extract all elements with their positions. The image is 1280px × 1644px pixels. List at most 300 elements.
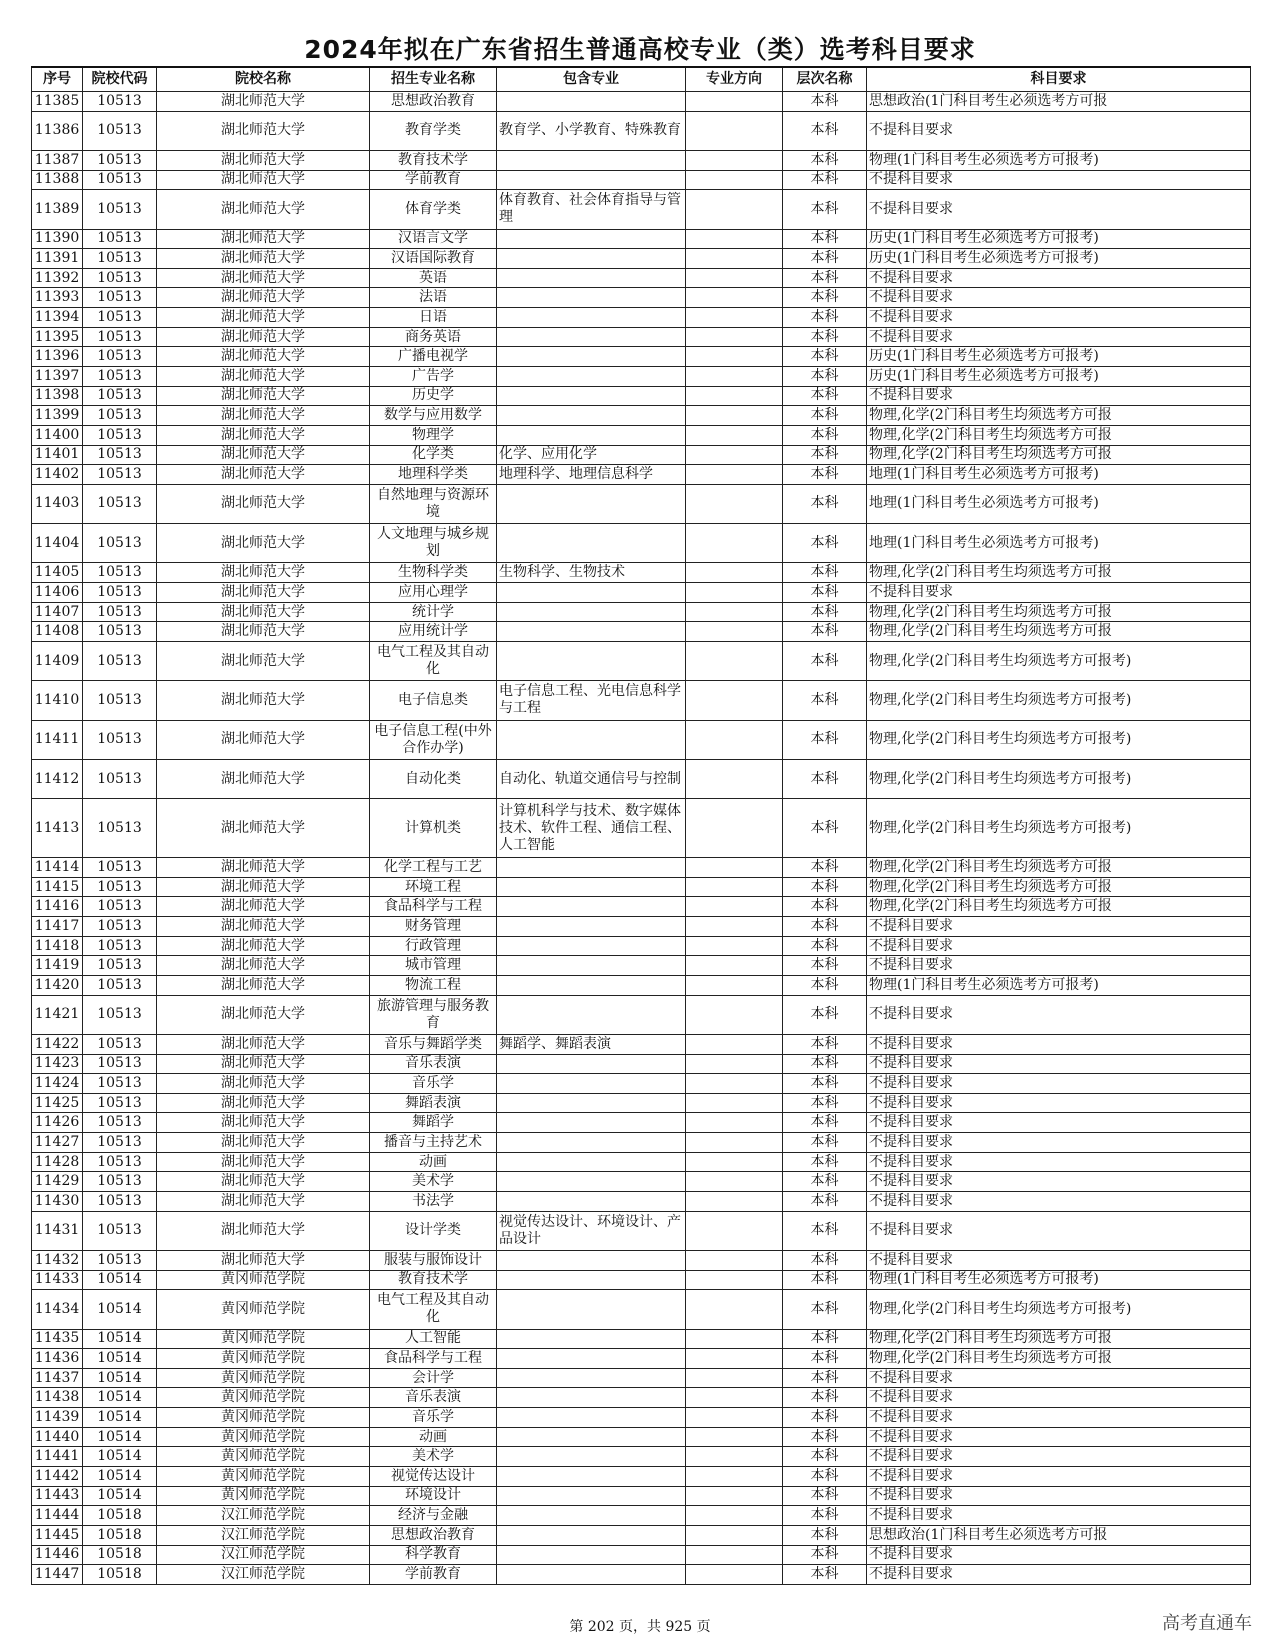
table-cell: 湖北师范大学 [157,1133,370,1153]
table-cell: 会计学 [370,1368,497,1388]
table-row [32,956,1251,976]
table-cell [497,1368,686,1388]
table-cell: 地理科学类 [370,465,497,485]
table-cell: 11432 [32,1250,83,1270]
table-row [32,1486,1251,1506]
table-row [32,1192,1251,1212]
table-cell: 本科 [783,1486,867,1506]
table-cell: 11387 [32,150,83,170]
table-cell: 湖北师范大学 [157,602,370,622]
table-cell: 湖北师范大学 [157,759,370,798]
table-row [32,1093,1251,1113]
table-cell: 化学、应用化学 [497,445,686,465]
table-cell: 11388 [32,170,83,190]
table-cell: 人工智能 [370,1329,497,1349]
table-cell: 不提科目要求 [867,1133,1251,1153]
header-cell: 院校名称 [157,67,370,92]
table-cell: 不提科目要求 [867,956,1251,976]
table-cell [497,1447,686,1467]
table-cell: 历史(1门科目考生必须选考方可报考) [867,229,1251,249]
table-cell: 湖北师范大学 [157,1074,370,1094]
table-cell: 本科 [783,1093,867,1113]
table-cell [686,190,783,229]
table-cell: 本科 [783,1074,867,1094]
table-cell: 10518 [83,1506,157,1526]
table-cell [497,602,686,622]
table-cell [497,425,686,445]
table-cell [497,936,686,956]
table-cell: 11436 [32,1349,83,1369]
table-cell: 黄冈师范学院 [157,1368,370,1388]
table-cell: 10513 [83,249,157,269]
table-cell [686,917,783,937]
table-cell: 10513 [83,1093,157,1113]
table-cell [497,877,686,897]
table-cell: 湖北师范大学 [157,1054,370,1074]
table-row [32,936,1251,956]
table-cell: 11446 [32,1545,83,1565]
table-cell: 11424 [32,1074,83,1094]
table-cell [686,1172,783,1192]
table-cell: 物理,化学(2门科目考生均须选考方可报 [867,563,1251,583]
table-cell: 10513 [83,1113,157,1133]
table-cell: 教育技术学 [370,150,497,170]
table-cell: 10514 [83,1408,157,1428]
table-cell [686,936,783,956]
table-cell [497,1525,686,1545]
table-cell: 11438 [32,1388,83,1408]
header-cell: 层次名称 [783,67,867,92]
table-cell: 11411 [32,720,83,759]
table-cell: 10514 [83,1427,157,1447]
table-cell: 动画 [370,1152,497,1172]
table-cell [686,425,783,445]
table-cell [686,229,783,249]
table-cell: 不提科目要求 [867,1172,1251,1192]
table-cell: 不提科目要求 [867,268,1251,288]
table-cell: 10513 [83,720,157,759]
table-cell: 学前教育 [370,1565,497,1585]
table-row [32,1133,1251,1153]
table-cell: 10513 [83,975,157,995]
table-cell: 本科 [783,1113,867,1133]
table-cell: 物理,化学(2门科目考生均须选考方可报 [867,1349,1251,1369]
table-cell: 10513 [83,92,157,112]
table-cell: 10513 [83,602,157,622]
table-cell: 食品科学与工程 [370,1349,497,1369]
table-row [32,111,1251,150]
table-cell: 11416 [32,897,83,917]
table-cell: 电气工程及其自动化 [370,642,497,681]
table-cell: 湖北师范大学 [157,897,370,917]
table-cell: 湖北师范大学 [157,170,370,190]
table-cell: 10513 [83,150,157,170]
table-cell: 11404 [32,524,83,563]
table-cell [497,1133,686,1153]
table-cell: 本科 [783,1447,867,1467]
table-cell [497,1054,686,1074]
table-row [32,1211,1251,1250]
table-cell: 10518 [83,1565,157,1585]
table-row [32,484,1251,523]
table-cell [686,367,783,387]
table-row [32,1329,1251,1349]
table-cell [686,1270,783,1290]
table-cell: 10514 [83,1486,157,1506]
table-cell [497,917,686,937]
table-cell: 湖北师范大学 [157,956,370,976]
table-cell: 11412 [32,759,83,798]
table-cell: 11419 [32,956,83,976]
table-cell: 美术学 [370,1447,497,1467]
header-cell: 科目要求 [867,67,1251,92]
table-cell: 10513 [83,190,157,229]
table-cell: 湖北师范大学 [157,583,370,603]
table-cell: 历史学 [370,386,497,406]
table-cell: 10518 [83,1525,157,1545]
table-cell: 10513 [83,1152,157,1172]
table-cell: 10513 [83,563,157,583]
table-cell: 本科 [783,1525,867,1545]
table-cell: 10513 [83,799,157,858]
table-cell: 物理,化学(2门科目考生均须选考方可报 [867,877,1251,897]
table-row [32,858,1251,878]
table-cell: 物理(1门科目考生必须选考方可报考) [867,1270,1251,1290]
table-cell: 10513 [83,1211,157,1250]
table-cell [497,1250,686,1270]
table-row [32,406,1251,426]
table-cell: 应用心理学 [370,583,497,603]
table-cell [686,956,783,976]
table-cell [686,602,783,622]
table-cell: 湖北师范大学 [157,425,370,445]
table-cell [686,1368,783,1388]
table-cell: 黄冈师范学院 [157,1467,370,1487]
table-cell: 不提科目要求 [867,170,1251,190]
table-cell: 黄冈师范学院 [157,1329,370,1349]
table-row [32,1152,1251,1172]
table-cell: 汉江师范学院 [157,1506,370,1526]
table-cell: 11407 [32,602,83,622]
table-cell [497,956,686,976]
table-cell: 服装与服饰设计 [370,1250,497,1270]
table-cell: 本科 [783,642,867,681]
table-cell: 本科 [783,1565,867,1585]
table-cell [497,1467,686,1487]
table-cell: 物理,化学(2门科目考生均须选考方可报 [867,858,1251,878]
table-cell [497,720,686,759]
table-cell: 地理(1门科目考生必须选考方可报考) [867,484,1251,523]
table-cell: 本科 [783,1408,867,1428]
table-cell: 10513 [83,524,157,563]
table-cell: 湖北师范大学 [157,858,370,878]
table-header-row [32,67,1251,92]
table-cell: 音乐学 [370,1074,497,1094]
table-cell: 本科 [783,1172,867,1192]
table-cell [686,642,783,681]
table-cell: 11425 [32,1093,83,1113]
table-cell: 不提科目要求 [867,308,1251,328]
table-cell: 不提科目要求 [867,1192,1251,1212]
table-cell: 本科 [783,583,867,603]
table-row [32,759,1251,798]
table-cell: 11405 [32,563,83,583]
table-row [32,681,1251,720]
table-cell: 思想政治(1门科目考生必须选考方可报 [867,1525,1251,1545]
table-cell: 数学与应用数学 [370,406,497,426]
table-cell: 11431 [32,1211,83,1250]
table-cell: 10513 [83,897,157,917]
table-cell: 10513 [83,367,157,387]
table-cell: 湖北师范大学 [157,268,370,288]
table-cell: 不提科目要求 [867,190,1251,229]
table-cell: 10514 [83,1447,157,1467]
table-cell: 本科 [783,150,867,170]
table-cell [686,1133,783,1153]
table-cell: 湖北师范大学 [157,386,370,406]
table-cell [497,249,686,269]
table-row [32,1054,1251,1074]
table-cell: 不提科目要求 [867,1565,1251,1585]
table-cell: 11395 [32,327,83,347]
table-cell: 不提科目要求 [867,1054,1251,1074]
table-cell: 黄冈师范学院 [157,1427,370,1447]
table-cell: 计算机科学与技术、数字媒体技术、软件工程、通信工程、人工智能 [497,799,686,858]
table-cell: 湖北师范大学 [157,190,370,229]
table-cell: 11421 [32,995,83,1034]
table-cell: 11433 [32,1270,83,1290]
table-cell: 湖北师范大学 [157,1172,370,1192]
table-cell: 不提科目要求 [867,1211,1251,1250]
table-row [32,1525,1251,1545]
table-cell: 10513 [83,1054,157,1074]
table-cell: 湖北师范大学 [157,327,370,347]
table-cell: 11399 [32,406,83,426]
table-cell: 10513 [83,642,157,681]
table-cell: 地理科学、地理信息科学 [497,465,686,485]
table-cell: 10513 [83,622,157,642]
table-cell: 11402 [32,465,83,485]
table-cell: 黄冈师范学院 [157,1290,370,1329]
table-row [32,1408,1251,1428]
table-cell: 本科 [783,465,867,485]
table-cell: 10513 [83,1172,157,1192]
table-cell [497,1172,686,1192]
table-cell: 体育教育、社会体育指导与管理 [497,190,686,229]
table-cell: 11392 [32,268,83,288]
table-cell: 本科 [783,563,867,583]
table-cell: 10513 [83,406,157,426]
table-cell: 湖北师范大学 [157,975,370,995]
table-row [32,1388,1251,1408]
table-cell: 不提科目要求 [867,1447,1251,1467]
table-cell [497,1506,686,1526]
table-row [32,1447,1251,1467]
table-cell: 设计学类 [370,1211,497,1250]
table-cell: 本科 [783,720,867,759]
table-cell: 湖北师范大学 [157,1192,370,1212]
table-cell [686,150,783,170]
table-cell: 11418 [32,936,83,956]
table-cell: 黄冈师范学院 [157,1486,370,1506]
table-row [32,1368,1251,1388]
table-cell: 本科 [783,995,867,1034]
table-cell: 物理学 [370,425,497,445]
table-cell: 本科 [783,406,867,426]
table-row [32,1427,1251,1447]
table-cell: 人文地理与城乡规划 [370,524,497,563]
table-cell: 11397 [32,367,83,387]
table-cell: 本科 [783,249,867,269]
header-cell: 专业方向 [686,67,783,92]
table-cell: 本科 [783,1133,867,1153]
table-cell: 不提科目要求 [867,936,1251,956]
table-cell [686,524,783,563]
table-cell: 本科 [783,1152,867,1172]
table-cell: 教育学类 [370,111,497,150]
table-row [32,1545,1251,1565]
header-cell: 序号 [32,67,83,92]
table-cell: 音乐学 [370,1408,497,1428]
table-cell: 本科 [783,1211,867,1250]
table-cell: 本科 [783,190,867,229]
table-cell: 电子信息类 [370,681,497,720]
table-cell: 商务英语 [370,327,497,347]
table-cell: 物理,化学(2门科目考生均须选考方可报考) [867,681,1251,720]
table-cell: 11406 [32,583,83,603]
table-cell [497,386,686,406]
table-cell [497,406,686,426]
table-cell: 湖北师范大学 [157,249,370,269]
table-cell: 行政管理 [370,936,497,956]
table-cell: 书法学 [370,1192,497,1212]
table-row [32,367,1251,387]
table-cell: 思想政治(1门科目考生必须选考方可报 [867,92,1251,112]
table-cell [686,1525,783,1545]
table-cell: 湖北师范大学 [157,484,370,523]
table-row [32,799,1251,858]
table-cell: 10513 [83,759,157,798]
table-cell: 10514 [83,1290,157,1329]
table-cell: 本科 [783,1545,867,1565]
table-cell: 历史(1门科目考生必须选考方可报考) [867,347,1251,367]
table-cell: 黄冈师范学院 [157,1270,370,1290]
table-cell: 11417 [32,917,83,937]
table-cell: 10513 [83,268,157,288]
table-cell [497,1152,686,1172]
table-cell: 湖北师范大学 [157,563,370,583]
table-cell: 不提科目要求 [867,583,1251,603]
table-cell: 不提科目要求 [867,1545,1251,1565]
table-cell: 本科 [783,622,867,642]
table-cell: 11447 [32,1565,83,1585]
table-cell [686,465,783,485]
table-cell: 10513 [83,445,157,465]
table-cell: 10513 [83,1133,157,1153]
table-cell: 应用统计学 [370,622,497,642]
header-cell: 招生专业名称 [370,67,497,92]
table-row [32,92,1251,112]
table-cell: 汉江师范学院 [157,1525,370,1545]
table-row [32,995,1251,1034]
table-cell [497,1093,686,1113]
table-cell: 本科 [783,425,867,445]
table-cell: 不提科目要求 [867,995,1251,1034]
table-cell [497,268,686,288]
table-cell: 湖北师范大学 [157,288,370,308]
table-cell: 经济与金融 [370,1506,497,1526]
table-cell: 11389 [32,190,83,229]
table-row [32,583,1251,603]
table-cell: 湖北师范大学 [157,917,370,937]
table-cell: 本科 [783,858,867,878]
table-cell: 不提科目要求 [867,1152,1251,1172]
table-cell: 11413 [32,799,83,858]
table-cell: 本科 [783,602,867,622]
table-cell [686,288,783,308]
table-cell: 11403 [32,484,83,523]
table-cell: 11437 [32,1368,83,1388]
table-cell [686,170,783,190]
header-cell: 包含专业 [497,67,686,92]
table-cell [497,288,686,308]
table-cell: 本科 [783,759,867,798]
table-cell: 不提科目要求 [867,1034,1251,1054]
table-cell: 11428 [32,1152,83,1172]
table-cell: 湖北师范大学 [157,1250,370,1270]
table-cell: 11420 [32,975,83,995]
table-cell: 地理(1门科目考生必须选考方可报考) [867,524,1251,563]
table-cell: 不提科目要求 [867,1074,1251,1094]
table-cell: 10513 [83,877,157,897]
table-cell [686,583,783,603]
header-cell: 院校代码 [83,67,157,92]
table-cell: 10513 [83,681,157,720]
table-cell [497,1427,686,1447]
table-cell: 本科 [783,367,867,387]
table-cell [497,308,686,328]
table-cell: 不提科目要求 [867,288,1251,308]
table-row [32,386,1251,406]
table-cell: 历史(1门科目考生必须选考方可报考) [867,249,1251,269]
table-cell [686,897,783,917]
table-cell: 本科 [783,1192,867,1212]
table-cell [497,1565,686,1585]
table-cell [686,1192,783,1212]
table-cell [497,1270,686,1290]
table-cell: 本科 [783,1467,867,1487]
table-row [32,1074,1251,1094]
table-cell: 本科 [783,1250,867,1270]
table-cell: 物理,化学(2门科目考生均须选考方可报 [867,1329,1251,1349]
table-cell: 不提科目要求 [867,1093,1251,1113]
table-cell [686,1211,783,1250]
table-cell: 物理,化学(2门科目考生均须选考方可报考) [867,720,1251,759]
table-cell: 物理,化学(2门科目考生均须选考方可报 [867,602,1251,622]
table-cell: 11409 [32,642,83,681]
table-cell [686,111,783,150]
table-cell: 11441 [32,1447,83,1467]
table-row [32,347,1251,367]
table-cell: 不提科目要求 [867,1113,1251,1133]
table-cell: 舞蹈学、舞蹈表演 [497,1034,686,1054]
table-row [32,720,1251,759]
table-row [32,1506,1251,1526]
table-cell [686,975,783,995]
table-cell [686,386,783,406]
table-cell: 11386 [32,111,83,150]
table-cell: 旅游管理与服务教育 [370,995,497,1034]
